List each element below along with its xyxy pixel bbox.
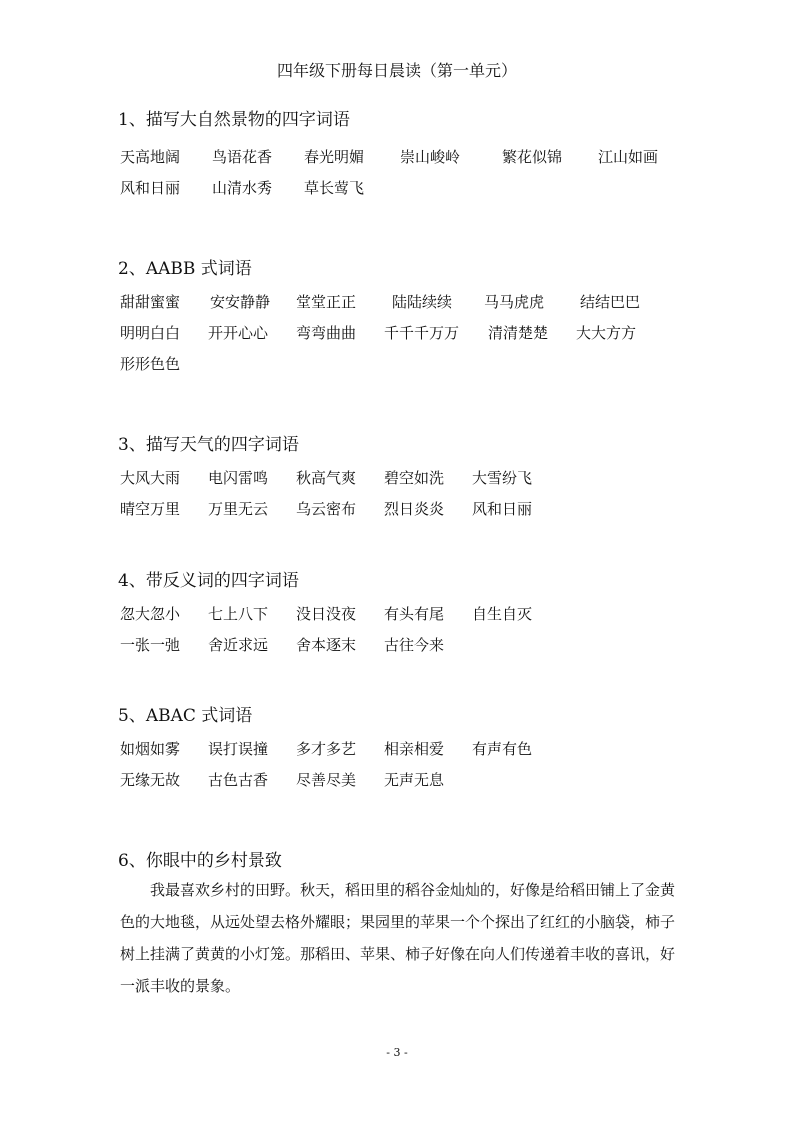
word-row xyxy=(120,769,444,790)
word: 电闪雷鸣 xyxy=(208,469,269,487)
word: 舍近求远 xyxy=(208,636,269,654)
word-row xyxy=(120,291,640,312)
word-row xyxy=(120,353,180,374)
word: 安安静静 xyxy=(210,293,271,311)
word: 陆陆续续 xyxy=(392,293,453,311)
word: 无缘无故 xyxy=(120,771,181,789)
word: 大雪纷飞 xyxy=(472,469,533,487)
word-row xyxy=(120,322,636,343)
word-row xyxy=(120,634,444,655)
section-heading: 3、描写天气的四字词语 xyxy=(118,435,299,455)
word-row xyxy=(120,603,532,624)
essay-paragraph xyxy=(120,874,680,1002)
paragraph-text: 我最喜欢乡村的田野。秋天，稻田里的稻谷金灿灿的，好像是给稻田铺上了金黄色的大地毯，从远处望去格外耀眼；果园里的苹果一个个探出了红红的小脑袋，柿子树上挂满了黄黄的小灯笼。那稻田、苹果、柿子好像在向人们传递着丰收的喜讯，好一派丰收的景象。 xyxy=(120,881,676,995)
word: 甜甜蜜蜜 xyxy=(120,293,181,311)
word: 烈日炎炎 xyxy=(384,500,445,518)
section-heading: 4、带反义词的四字词语 xyxy=(118,571,299,591)
word: 形形色色 xyxy=(120,355,181,373)
word: 清清楚楚 xyxy=(488,324,549,342)
word: 尽善尽美 xyxy=(296,771,357,789)
word: 风和日丽 xyxy=(120,179,181,197)
page-title: 四年级下册每日晨读（第一单元） xyxy=(276,61,517,80)
word: 有头有尾 xyxy=(384,605,445,623)
word: 有声有色 xyxy=(472,740,533,758)
word: 晴空万里 xyxy=(120,500,181,518)
page-number: - 3 - xyxy=(386,1046,408,1059)
word: 堂堂正正 xyxy=(296,293,357,311)
word: 一张一弛 xyxy=(120,636,181,654)
word: 大大方方 xyxy=(576,324,637,342)
word: 山清水秀 xyxy=(212,179,273,197)
word: 多才多艺 xyxy=(296,740,357,758)
word-row xyxy=(120,177,364,198)
word: 开开心心 xyxy=(208,324,269,342)
word: 忽大忽小 xyxy=(120,605,181,623)
word: 大风大雨 xyxy=(120,469,181,487)
word: 崇山峻岭 xyxy=(400,148,461,166)
word: 繁花似锦 xyxy=(502,148,563,166)
word: 天高地阔 xyxy=(120,148,181,166)
word: 碧空如洗 xyxy=(384,469,445,487)
word: 弯弯曲曲 xyxy=(296,324,357,342)
word: 结结巴巴 xyxy=(580,293,641,311)
word-row xyxy=(120,467,532,488)
word: 风和日丽 xyxy=(472,500,533,518)
section-heading: 2、AABB 式词语 xyxy=(118,259,252,279)
word: 误打误撞 xyxy=(208,740,269,758)
word: 秋高气爽 xyxy=(296,469,357,487)
word: 七上八下 xyxy=(208,605,269,623)
section-heading: 5、ABAC 式词语 xyxy=(118,706,253,726)
word: 古色古香 xyxy=(208,771,269,789)
word-row xyxy=(120,146,658,167)
word: 自生自灭 xyxy=(472,605,533,623)
word: 无声无息 xyxy=(384,771,445,789)
word: 草长莺飞 xyxy=(304,179,365,197)
word: 鸟语花香 xyxy=(212,148,273,166)
word: 春光明媚 xyxy=(304,148,365,166)
word: 万里无云 xyxy=(208,500,269,518)
word: 舍本逐末 xyxy=(296,636,357,654)
word: 相亲相爱 xyxy=(384,740,445,758)
word: 古往今来 xyxy=(384,636,445,654)
word: 如烟如雾 xyxy=(120,740,181,758)
word-row xyxy=(120,498,532,519)
section-heading: 1、描写大自然景物的四字词语 xyxy=(118,110,350,130)
word: 马马虎虎 xyxy=(484,293,545,311)
section-heading: 6、你眼中的乡村景致 xyxy=(118,851,282,871)
word: 千千千万万 xyxy=(384,324,460,342)
word-row xyxy=(120,738,532,759)
word: 乌云密布 xyxy=(296,500,357,518)
word: 明明白白 xyxy=(120,324,181,342)
word: 江山如画 xyxy=(598,148,659,166)
word: 没日没夜 xyxy=(296,605,357,623)
